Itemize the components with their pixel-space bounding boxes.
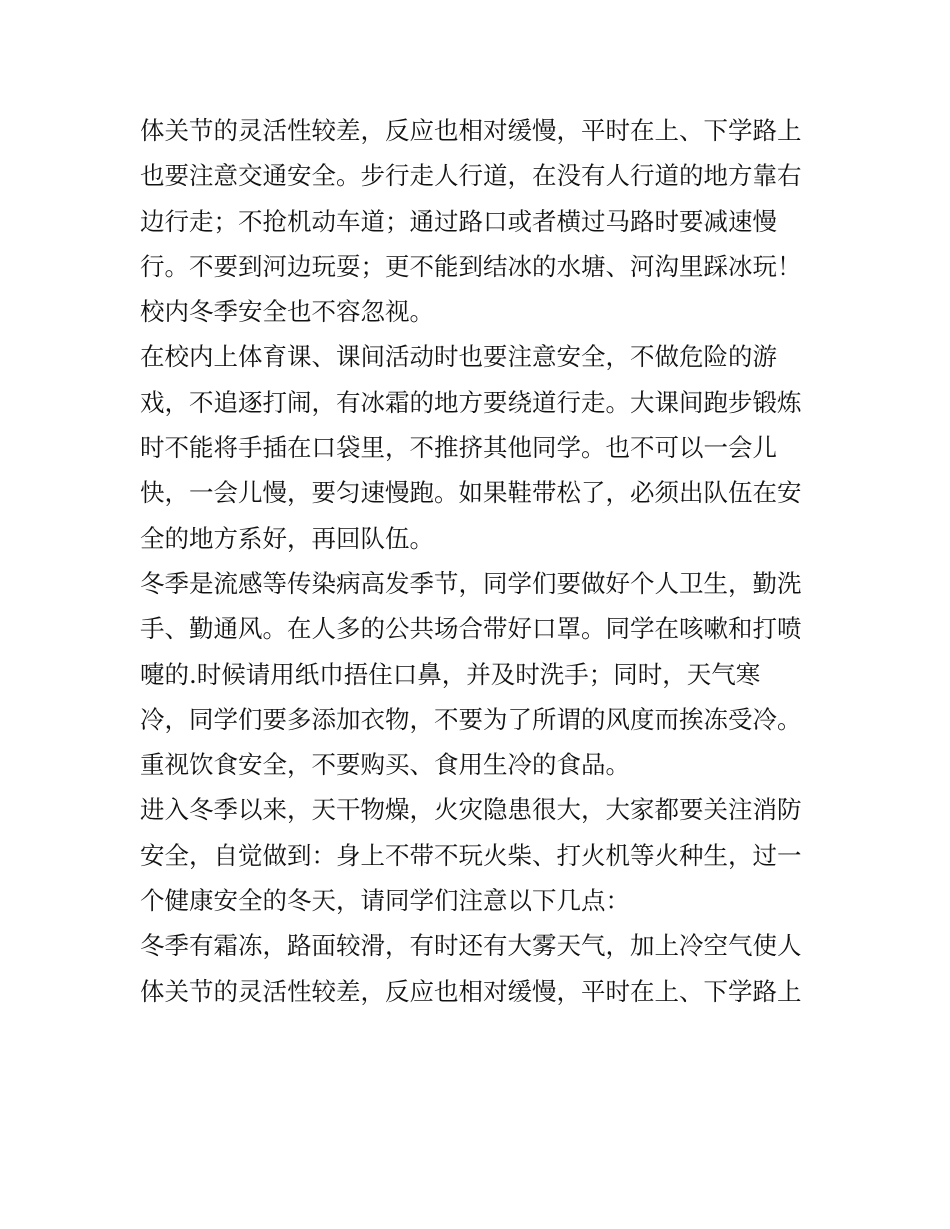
text-line: 行。不要到河边玩耍；更不能到结冰的水塘、河沟里踩冰玩！	[140, 251, 802, 281]
text-line: 冷，同学们要多添加衣物，不要为了所谓的风度而挨冻受冷。	[140, 704, 802, 734]
text-line: 体关节的灵活性较差，反应也相对缓慢，平时在上、下学路上	[140, 976, 802, 1006]
text-line: 边行走；不抢机动车道；通过路口或者横过马路时要减速慢	[140, 206, 777, 236]
text-line: 安全，自觉做到：身上不带不玩火柴、打火机等火种生，过一	[140, 840, 802, 870]
text-line: 在校内上体育课、课间活动时也要注意安全，不做危险的游	[140, 342, 777, 372]
text-line: 个健康安全的冬天，请同学们注意以下几点：	[140, 886, 630, 916]
text-line: 嚏的.时候请用纸巾捂住口鼻，并及时洗手；同时，天气寒	[140, 659, 761, 689]
text-line: 时不能将手插在口袋里，不推挤其他同学。也不可以一会儿	[140, 433, 777, 463]
text-line: 也要注意交通安全。步行走人行道，在没有人行道的地方靠右	[140, 161, 802, 191]
text-line: 冬季有霜冻，路面较滑，有时还有大雾天气，加上冷空气使人	[140, 931, 802, 961]
text-line: 重视饮食安全，不要购买、食用生冷的食品。	[140, 750, 630, 780]
text-line: 全的地方系好，再回队伍。	[140, 523, 434, 553]
text-line: 冬季是流感等传染病高发季节，同学们要做好个人卫生，勤洗	[140, 568, 802, 598]
text-line: 手、勤通风。在人多的公共场合带好口罩。同学在咳嗽和打喷	[140, 614, 802, 644]
text-line: 校内冬季安全也不容忽视。	[140, 297, 434, 327]
text-line: 体关节的灵活性较差，反应也相对缓慢，平时在上、下学路上	[140, 116, 802, 145]
text-line: 快，一会儿慢，要匀速慢跑。如果鞋带松了，必须出队伍在安	[140, 478, 802, 508]
body-text	[140, 108, 820, 1014]
text-line: 戏，不追逐打闹，有冰霜的地方要绕道行走。大课间跑步锻炼	[140, 387, 802, 417]
text-line: 进入冬季以来，天干物燥，火灾隐患很大，大家都要关注消防	[140, 795, 802, 825]
